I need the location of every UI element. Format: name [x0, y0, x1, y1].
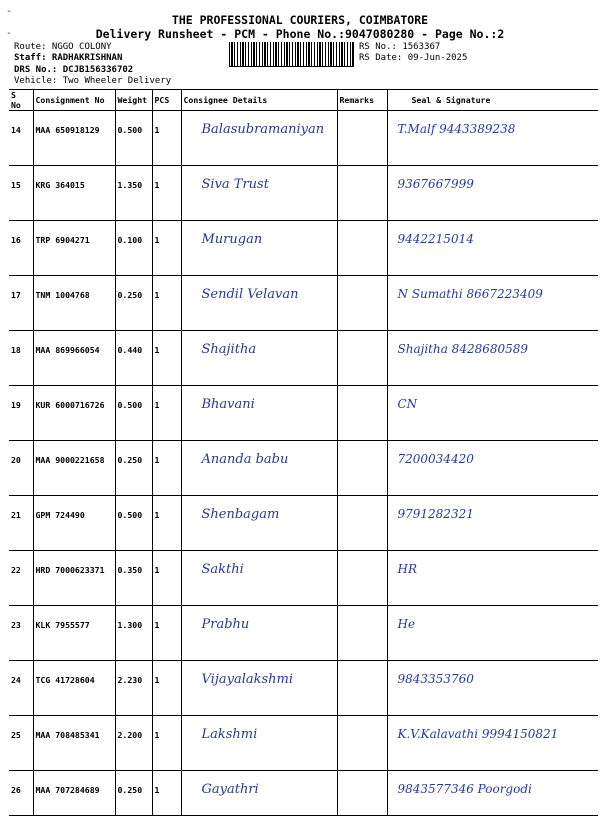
handwritten-signature: 9442215014 — [397, 232, 474, 246]
cell-remarks — [337, 386, 387, 441]
cell-consignment: MAA 708485341 — [33, 716, 115, 771]
cell-sno: 23 — [9, 606, 33, 661]
col-consignment: Consignment No — [33, 90, 115, 111]
table-row — [9, 221, 598, 276]
cell-remarks — [337, 166, 387, 221]
handwritten-consignee: Sakthi — [201, 562, 244, 577]
cell-signature — [387, 771, 598, 816]
cell-remarks — [337, 551, 387, 606]
barcode — [229, 42, 354, 66]
cell-sno: 19 — [9, 386, 33, 441]
handwritten-consignee: Shenbagam — [201, 507, 280, 522]
cell-consignee — [181, 441, 337, 496]
cell-consignee — [181, 331, 337, 386]
cell-sno: 15 — [9, 166, 33, 221]
cell-remarks — [337, 441, 387, 496]
cell-sno: 17 — [9, 276, 33, 331]
cell-consignee — [181, 111, 337, 166]
cell-pcs: 1 — [152, 386, 181, 441]
cell-remarks — [337, 661, 387, 716]
cell-weight: 1.300 — [115, 606, 152, 661]
col-sno: S No — [9, 90, 33, 111]
handwritten-consignee: Sendil Velavan — [201, 287, 299, 302]
cell-consignment: MAA 707284689 — [33, 771, 115, 816]
handwritten-consignee: Ananda babu — [201, 452, 289, 467]
table-header-row — [9, 90, 598, 111]
cell-consignment: TCG 41728604 — [33, 661, 115, 716]
cell-consignment: KUR 6000716726 — [33, 386, 115, 441]
cell-weight: 0.250 — [115, 771, 152, 816]
table-row — [9, 441, 598, 496]
handwritten-signature: 9843353760 — [397, 672, 474, 686]
cell-signature — [387, 551, 598, 606]
cell-consignee — [181, 716, 337, 771]
handwritten-signature: CN — [397, 397, 418, 411]
cell-consignment: MAA 869966054 — [33, 331, 115, 386]
cell-signature — [387, 386, 598, 441]
cell-consignee — [181, 551, 337, 606]
cell-sno: 21 — [9, 496, 33, 551]
handwritten-signature: 7200034420 — [397, 452, 474, 466]
route-line: Route: NGGO COLONY — [14, 42, 112, 52]
handwritten-consignee: Prabhu — [201, 617, 250, 632]
cell-pcs: 1 — [152, 276, 181, 331]
cell-weight: 0.500 — [115, 386, 152, 441]
rs-number: RS No.: 1563367 — [359, 42, 441, 52]
cell-pcs: 1 — [152, 771, 181, 816]
cell-remarks — [337, 221, 387, 276]
cell-pcs: 1 — [152, 331, 181, 386]
cell-weight: 0.500 — [115, 111, 152, 166]
cell-sno: 22 — [9, 551, 33, 606]
company-title: THE PROFESSIONAL COURIERS, COIMBATORE — [171, 13, 429, 27]
staff-line: Staff: RADHAKRISHNAN — [14, 53, 123, 63]
handwritten-consignee: Lakshmi — [201, 727, 258, 742]
table-row — [9, 771, 598, 816]
col-pcs: PCS — [152, 90, 181, 111]
table-row — [9, 276, 598, 331]
table-row — [9, 551, 598, 606]
cell-weight: 2.200 — [115, 716, 152, 771]
handwritten-consignee: Balasubramaniyan — [201, 122, 325, 137]
cell-consignment: KRG 364015 — [33, 166, 115, 221]
cell-pcs: 1 — [152, 441, 181, 496]
cell-weight: 1.350 — [115, 166, 152, 221]
vehicle-line: Vehicle: Two Wheeler Delivery — [14, 76, 172, 86]
cell-consignee — [181, 386, 337, 441]
cell-consignment: TNM 1004768 — [33, 276, 115, 331]
cell-consignment: HRD 7000623371 — [33, 551, 115, 606]
cell-signature — [387, 221, 598, 276]
cell-pcs: 1 — [152, 551, 181, 606]
table-row — [9, 166, 598, 221]
col-signature: Seal & Signature — [387, 90, 598, 111]
cell-signature — [387, 606, 598, 661]
table-row — [9, 111, 598, 166]
col-remarks: Remarks — [337, 90, 387, 111]
cell-pcs: 1 — [152, 496, 181, 551]
cell-consignee — [181, 276, 337, 331]
cell-pcs: 1 — [152, 111, 181, 166]
cell-signature — [387, 276, 598, 331]
cell-remarks — [337, 496, 387, 551]
table-row — [9, 496, 598, 551]
cell-consignment: TRP 6904271 — [33, 221, 115, 276]
cell-sno: 14 — [9, 111, 33, 166]
cell-remarks — [337, 606, 387, 661]
handwritten-signature: T.Malf 9443389238 — [397, 122, 516, 136]
cell-consignee — [181, 606, 337, 661]
cell-weight: 0.250 — [115, 276, 152, 331]
handwritten-consignee: Bhavani — [201, 397, 255, 412]
cell-consignee — [181, 166, 337, 221]
handwritten-consignee: Gayathri — [201, 782, 259, 797]
cell-sno: 18 — [9, 331, 33, 386]
cell-consignment: MAA 650918129 — [33, 111, 115, 166]
handwritten-signature: 9791282321 — [397, 507, 474, 521]
cell-consignment: GPM 724490 — [33, 496, 115, 551]
cell-consignee — [181, 496, 337, 551]
rs-date: RS Date: 09-Jun-2025 — [359, 53, 468, 63]
handwritten-signature: HR — [397, 562, 417, 576]
handwritten-signature: N Sumathi 8667223409 — [397, 287, 543, 301]
table-row — [9, 661, 598, 716]
cell-consignment: KLK 7955577 — [33, 606, 115, 661]
cell-consignee — [181, 661, 337, 716]
runsheet-subtitle: Delivery Runsheet - PCM - Phone No.:9047080280 - Page No.:2 — [95, 27, 505, 41]
cell-pcs: 1 — [152, 606, 181, 661]
cell-signature — [387, 166, 598, 221]
cell-signature — [387, 661, 598, 716]
cell-remarks — [337, 716, 387, 771]
punch-mark: - — [6, 28, 13, 39]
cell-signature — [387, 441, 598, 496]
table-row — [9, 331, 598, 386]
table-row — [9, 386, 598, 441]
cell-signature — [387, 331, 598, 386]
cell-signature — [387, 496, 598, 551]
cell-weight: 2.230 — [115, 661, 152, 716]
cell-signature — [387, 716, 598, 771]
handwritten-consignee: Shajitha — [201, 342, 257, 357]
cell-consignee — [181, 771, 337, 816]
cell-pcs: 1 — [152, 661, 181, 716]
cell-sno: 26 — [9, 771, 33, 816]
cell-weight: 0.440 — [115, 331, 152, 386]
handwritten-signature: 9843577346 Poorgodi — [397, 782, 532, 796]
cell-pcs: 1 — [152, 221, 181, 276]
barcode-underline — [229, 66, 354, 67]
cell-remarks — [337, 331, 387, 386]
cell-pcs: 1 — [152, 166, 181, 221]
handwritten-signature: Shajitha 8428680589 — [397, 342, 529, 356]
handwritten-signature: 9367667999 — [397, 177, 474, 191]
handwritten-consignee: Murugan — [201, 232, 263, 247]
handwritten-consignee: Vijayalakshmi — [201, 672, 294, 687]
cell-weight: 0.100 — [115, 221, 152, 276]
cell-sno: 16 — [9, 221, 33, 276]
handwritten-consignee: Siva Trust — [201, 177, 269, 192]
cell-weight: 0.350 — [115, 551, 152, 606]
col-weight: Weight — [115, 90, 152, 111]
delivery-table — [9, 89, 598, 816]
cell-sno: 25 — [9, 716, 33, 771]
table-row — [9, 606, 598, 661]
cell-remarks — [337, 771, 387, 816]
cell-signature — [387, 111, 598, 166]
cell-consignee — [181, 221, 337, 276]
drs-line: DRS No.: DCJB156336702 — [14, 65, 134, 75]
cell-remarks — [337, 276, 387, 331]
cell-sno: 20 — [9, 441, 33, 496]
cell-sno: 24 — [9, 661, 33, 716]
cell-consignment: MAA 9000221658 — [33, 441, 115, 496]
cell-remarks — [337, 111, 387, 166]
handwritten-signature: He — [397, 617, 416, 631]
col-consignee: Consignee Details — [181, 90, 337, 111]
cell-weight: 0.250 — [115, 441, 152, 496]
table-row — [9, 716, 598, 771]
punch-mark: - — [6, 6, 13, 17]
cell-weight: 0.500 — [115, 496, 152, 551]
handwritten-signature: K.V.Kalavathi 9994150821 — [397, 727, 559, 741]
cell-pcs: 1 — [152, 716, 181, 771]
